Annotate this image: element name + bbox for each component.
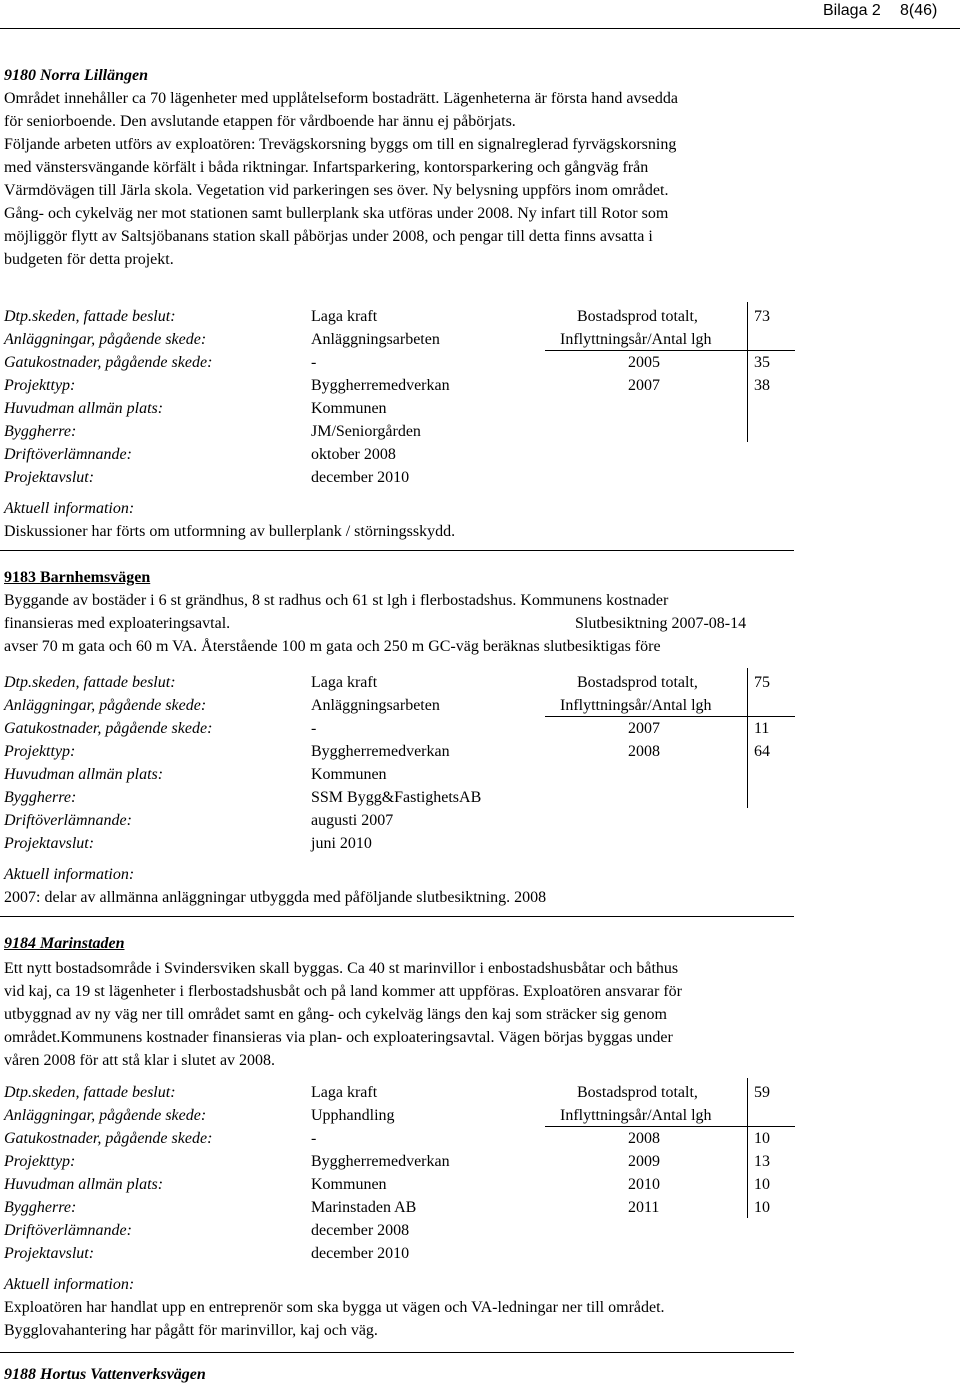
section-title: 9188 Hortus Vattenverksvägen: [4, 1366, 206, 1383]
body-line: med vänstersvängande körfält i båda riktningar. Infartsparkering, kontorsparkering och gångväg från: [4, 159, 649, 176]
body-line: avser 70 m gata och 60 m VA. Återstående 100 m gata och 250 m GC-väg beräknas slutbesiktigas före: [4, 638, 661, 655]
attachment-label: Bilaga 2: [823, 2, 881, 19]
fact-value: Anläggningsarbeten: [311, 697, 440, 714]
table-divider: [747, 1078, 748, 1218]
housing-production-total: 59: [754, 1084, 770, 1101]
fact-label: Dtp.skeden, fattade beslut:: [4, 674, 176, 691]
fact-label: Projektavslut:: [4, 1245, 95, 1262]
move-in-year: 2005: [628, 354, 660, 371]
body-line: finansieras med exploateringsavtal.: [4, 615, 231, 632]
fact-value: Laga kraft: [311, 674, 378, 691]
fact-label: Dtp.skeden, fattade beslut:: [4, 308, 176, 325]
fact-label: Driftöverlämnande:: [4, 812, 132, 829]
move-in-year: 2008: [628, 743, 660, 760]
info-label: Aktuell information:: [4, 866, 135, 883]
fact-label: Byggherre:: [4, 789, 77, 806]
apartment-count: 38: [754, 377, 770, 394]
fact-value: Kommunen: [311, 766, 387, 783]
body-line: Gång- och cykelväg ner mot stationen samt bullerplank ska utföras under 2008. Ny infart till Rotor som: [4, 205, 669, 222]
fact-value: Laga kraft: [311, 308, 378, 325]
apartment-count: 11: [754, 720, 770, 737]
fact-value: Kommunen: [311, 1176, 387, 1193]
fact-label: Projekttyp:: [4, 743, 76, 760]
apartment-count: 10: [754, 1130, 770, 1147]
body-line: Ett nytt bostadsområde i Svindersviken skall byggas. Ca 40 st marinvillor i enbostadshusbåtar och båthus: [4, 960, 679, 977]
fact-value: JM/Seniorgården: [311, 423, 421, 440]
move-in-header: Inflyttningsår/Antal lgh: [560, 331, 712, 348]
section-title: 9180 Norra Lillängen: [4, 67, 149, 84]
fact-value: Anläggningsarbeten: [311, 331, 440, 348]
fact-label: Driftöverlämnande:: [4, 1222, 132, 1239]
fact-label: Huvudman allmän plats:: [4, 400, 164, 417]
info-label: Aktuell information:: [4, 500, 135, 517]
fact-label: Byggherre:: [4, 1199, 77, 1216]
fact-label: Anläggningar, pågående skede:: [4, 331, 207, 348]
fact-label: Projektavslut:: [4, 835, 95, 852]
move-in-year: 2009: [628, 1153, 660, 1170]
move-in-year: 2008: [628, 1130, 660, 1147]
move-in-year: 2011: [628, 1199, 660, 1216]
move-in-year: 2007: [628, 720, 660, 737]
fact-value: -: [311, 720, 317, 737]
fact-label: Gatukostnader, pågående skede:: [4, 720, 213, 737]
info-label: Aktuell information:: [4, 1276, 135, 1293]
fact-value: juni 2010: [311, 835, 372, 852]
section-divider: [0, 550, 794, 551]
fact-label: Projekttyp:: [4, 1153, 76, 1170]
apartment-count: 35: [754, 354, 770, 371]
body-line: utbyggnad av ny väg ner till området samt en gång- och cykelväg längs den kaj som sträcker sig genom: [4, 1006, 667, 1023]
info-text: Diskussioner har förts om utformning av bullerplank / störningsskydd.: [4, 523, 456, 540]
fact-label: Projektavslut:: [4, 469, 95, 486]
section-title: 9184 Marinstaden: [4, 935, 125, 952]
fact-value: -: [311, 1130, 317, 1147]
info-text: Bygglovahantering har pågått för marinvillor, kaj och väg.: [4, 1322, 378, 1339]
body-line: Området innehåller ca 70 lägenheter med upplåtelseform bostadrätt. Lägenheterna är första hand avsedda: [4, 90, 678, 107]
fact-value: Marinstaden AB: [311, 1199, 417, 1216]
move-in-year: 2010: [628, 1176, 660, 1193]
page-number: 8(46): [900, 2, 938, 19]
fact-value: december 2010: [311, 1245, 410, 1262]
body-line: Följande arbeten utförs av exploatören: Trevägskorsning byggs om till en signalreglerad fyrvägskorsning: [4, 136, 677, 153]
fact-label: Byggherre:: [4, 423, 77, 440]
info-text: 2007: delar av allmänna anläggningar utbyggda med påföljande slutbesiktning. 2008: [4, 889, 547, 906]
fact-value: augusti 2007: [311, 812, 394, 829]
apartment-count: 13: [754, 1153, 770, 1170]
fact-value: Upphandling: [311, 1107, 395, 1124]
table-divider: [747, 302, 748, 442]
header-divider: [0, 28, 960, 29]
fact-label: Gatukostnader, pågående skede:: [4, 1130, 213, 1147]
housing-production-header: Bostadsprod totalt,: [577, 674, 698, 691]
body-line: vid kaj, ca 19 st lägenheter i flerbostadshusbåt och på land kommer att uppföras. Exploatören ansvarar för: [4, 983, 682, 1000]
apartment-count: 10: [754, 1199, 770, 1216]
fact-label: Gatukostnader, pågående skede:: [4, 354, 213, 371]
fact-label: Driftöverlämnande:: [4, 446, 132, 463]
body-line: våren 2008 för att stå klar i slutet av 2008.: [4, 1052, 276, 1069]
section-divider: [0, 1352, 794, 1353]
table-divider: [747, 668, 748, 808]
fact-value: Byggherremedverkan: [311, 743, 450, 760]
move-in-year: 2007: [628, 377, 660, 394]
info-text: Exploatören har handlat upp en entreprenör som ska bygga ut vägen och VA-ledningar ner till området.: [4, 1299, 665, 1316]
fact-value: december 2010: [311, 469, 410, 486]
housing-production-header: Bostadsprod totalt,: [577, 308, 698, 325]
fact-value: Laga kraft: [311, 1084, 378, 1101]
fact-value: december 2008: [311, 1222, 410, 1239]
body-line: Värmdövägen till Järla skola. Vegetation vid parkeringen ses över. Ny belysning uppförs inom området.: [4, 182, 669, 199]
body-line: området.Kommunens kostnader finansieras via plan- och exploateringsavtal. Vägen börjas byggas under: [4, 1029, 673, 1046]
fact-value: Byggherremedverkan: [311, 377, 450, 394]
housing-production-total: 75: [754, 674, 770, 691]
apartment-count: 64: [754, 743, 770, 760]
inspection-date: Slutbesiktning 2007-08-14: [575, 615, 747, 632]
body-line: budgeten för detta projekt.: [4, 251, 174, 268]
fact-value: -: [311, 354, 317, 371]
fact-label: Dtp.skeden, fattade beslut:: [4, 1084, 176, 1101]
fact-value: Byggherremedverkan: [311, 1153, 450, 1170]
apartment-count: 10: [754, 1176, 770, 1193]
body-line: för seniorboende. Den avslutande etappen för vårdboende har ännu ej påbörjats.: [4, 113, 516, 130]
fact-label: Huvudman allmän plats:: [4, 766, 164, 783]
fact-label: Projekttyp:: [4, 377, 76, 394]
move-in-header: Inflyttningsår/Antal lgh: [560, 1107, 712, 1124]
fact-value: Kommunen: [311, 400, 387, 417]
fact-label: Anläggningar, pågående skede:: [4, 697, 207, 714]
fact-value: oktober 2008: [311, 446, 396, 463]
section-divider: [0, 916, 794, 917]
move-in-header: Inflyttningsår/Antal lgh: [560, 697, 712, 714]
fact-value: SSM Bygg&FastighetsAB: [311, 789, 482, 806]
fact-label: Anläggningar, pågående skede:: [4, 1107, 207, 1124]
housing-production-total: 73: [754, 308, 770, 325]
housing-production-header: Bostadsprod totalt,: [577, 1084, 698, 1101]
section-title: 9183 Barnhemsvägen: [4, 569, 151, 586]
page-header: [0, 0, 960, 28]
body-line: Byggande av bostäder i 6 st grändhus, 8 st radhus och 61 st lgh i flerbostadshus. Kommunens kostnader: [4, 592, 669, 609]
body-line: möjliggör flytt av Saltsjöbanans station skall påbörjas under 2008, och pengar till detta finns avsatta i: [4, 228, 653, 245]
fact-label: Huvudman allmän plats:: [4, 1176, 164, 1193]
